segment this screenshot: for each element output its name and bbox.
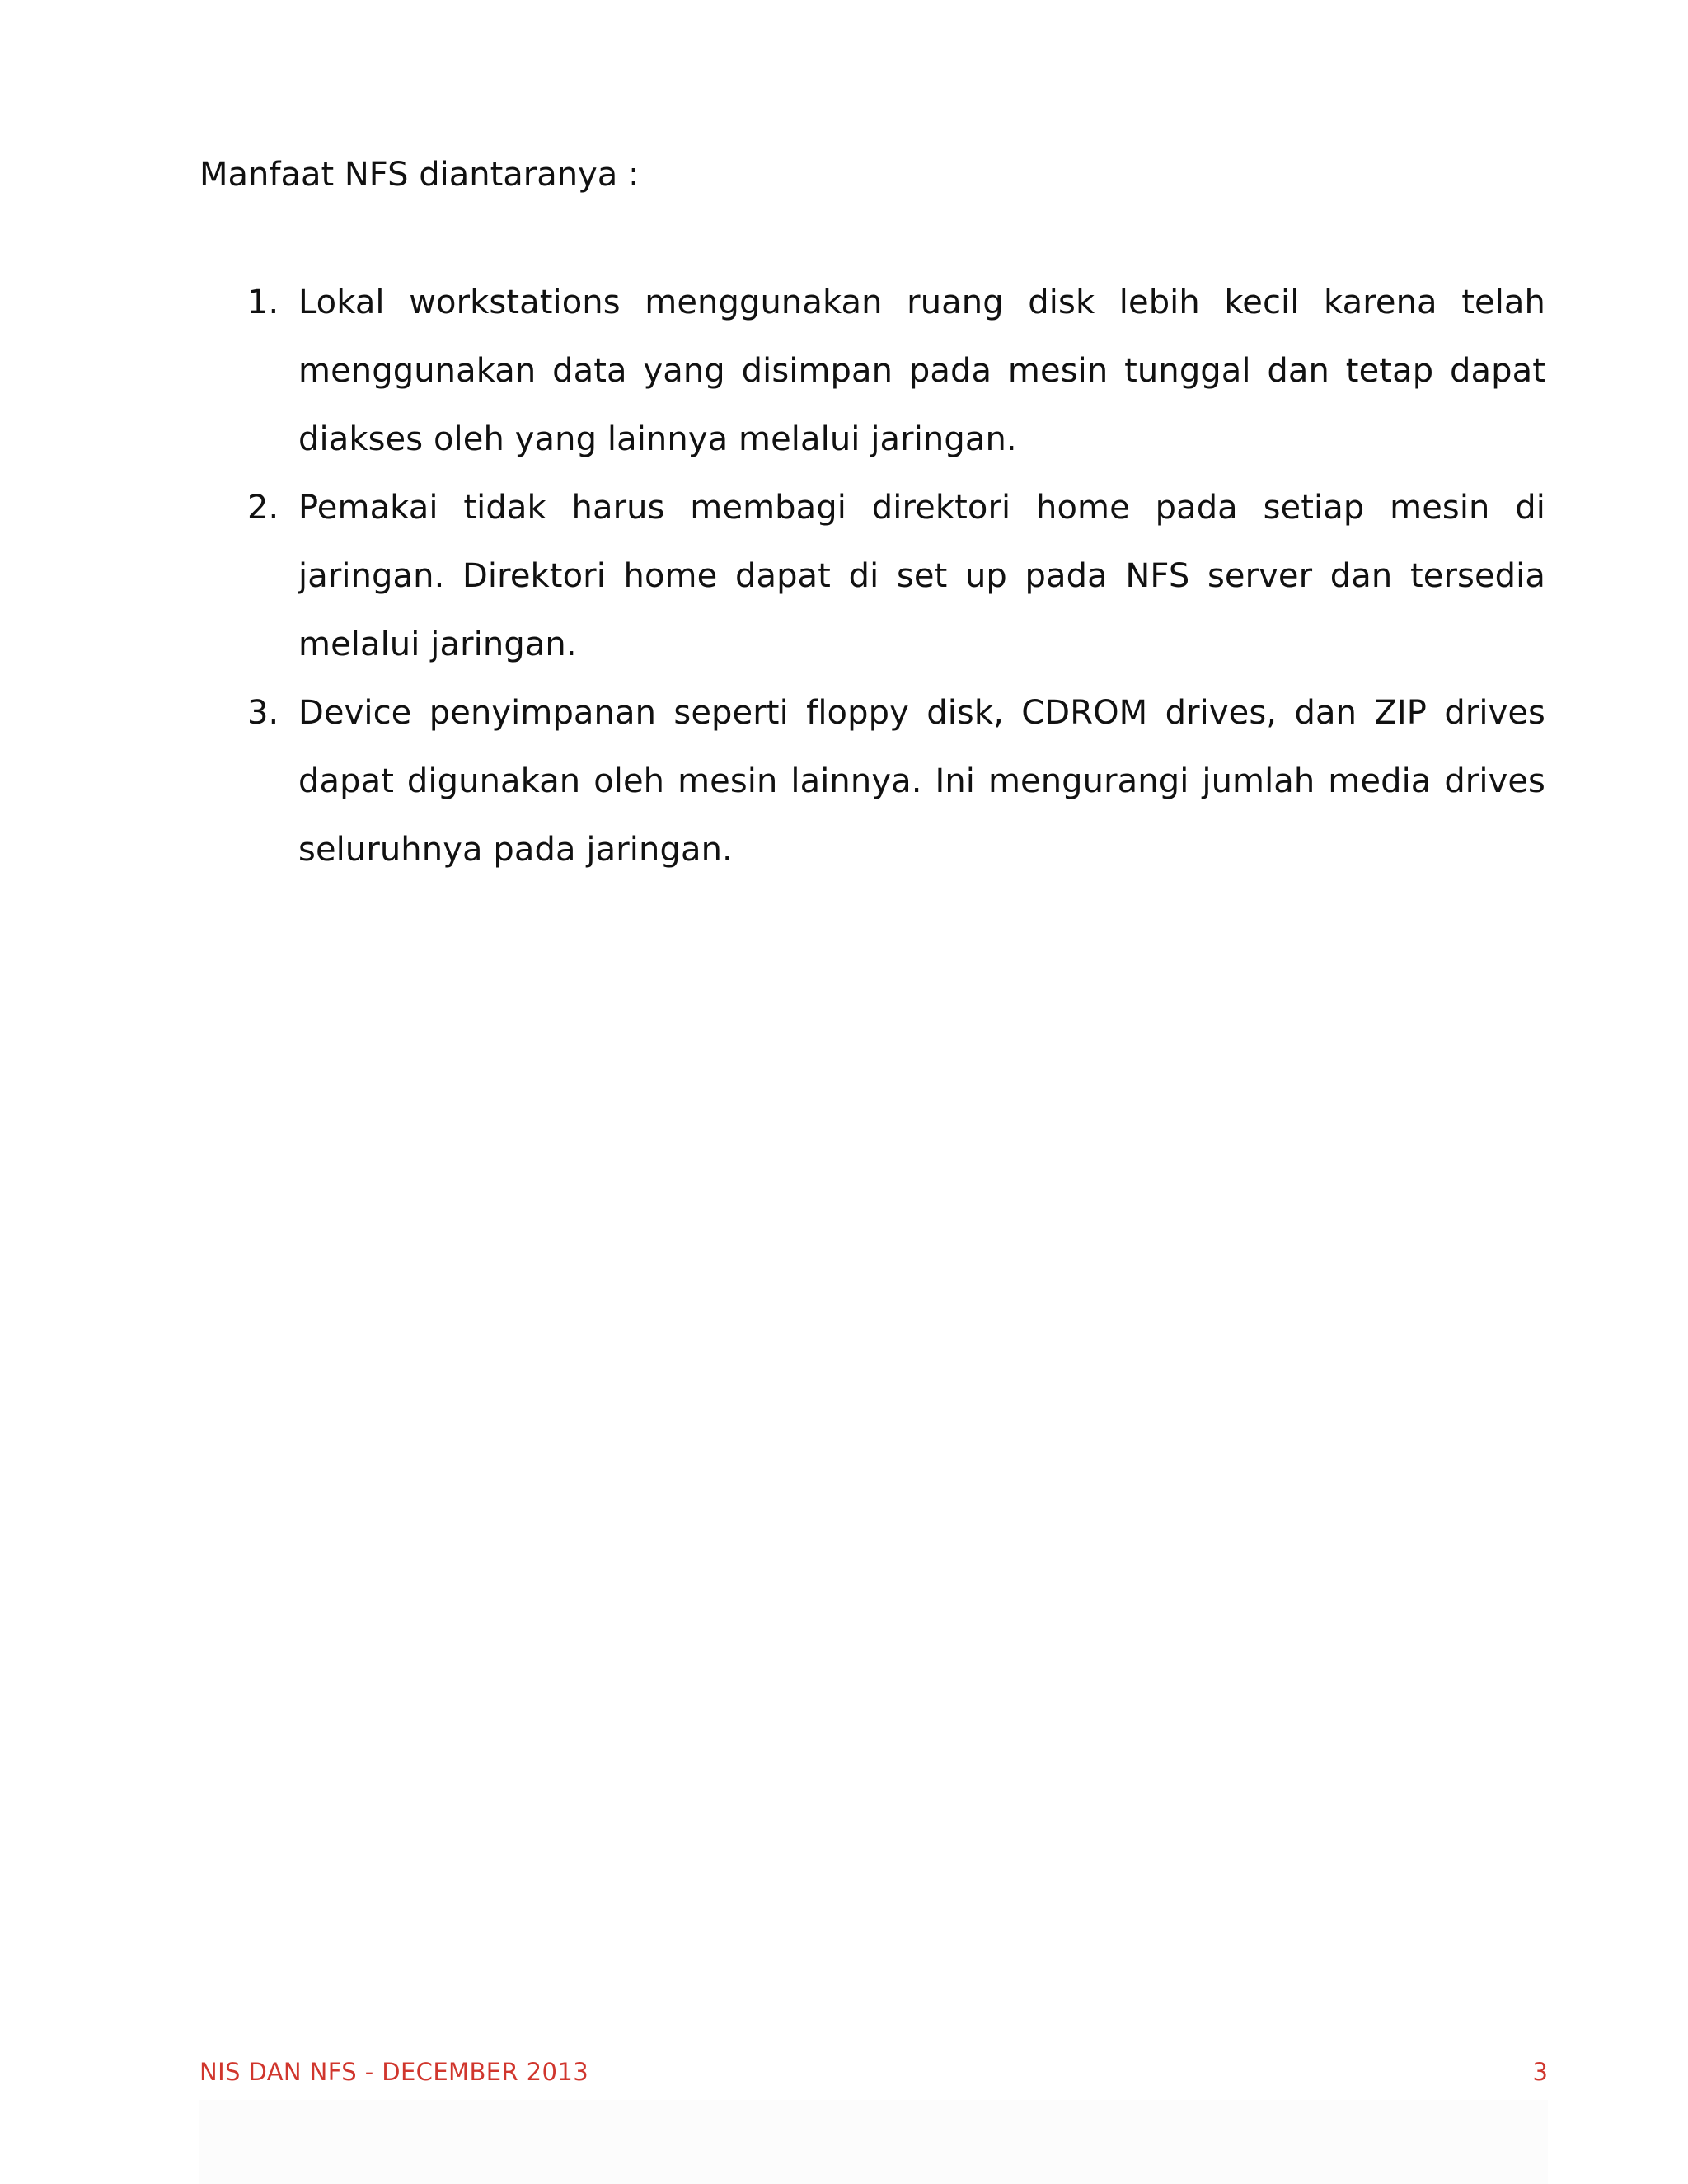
intro-paragraph: Manfaat NFS diantaranya : — [199, 156, 640, 194]
list-item — [247, 269, 1545, 474]
list-item-number: 1. — [247, 284, 279, 321]
list-item-text: Pemakai tidak harus membagi direktori home pada setiap mesin di jaringan. Direktori home dapat di set up pada NFS server dan tersedia melalui jaringan. — [298, 489, 1545, 663]
list-item-number: 2. — [247, 489, 279, 527]
benefits-list — [247, 269, 1545, 884]
list-item-number: 3. — [247, 694, 279, 732]
footer-title: NIS DAN NFS - DECEMBER 2013 — [199, 2058, 589, 2086]
list-item — [247, 679, 1545, 884]
page-number: 3 — [1532, 2058, 1548, 2086]
list-item-text: Lokal workstations menggunakan ruang disk lebih kecil karena telah menggunakan data yang disimpan pada mesin tunggal dan tetap dapat diakses oleh yang lainnya melalui jaringan. — [298, 284, 1545, 458]
footer-background-band — [199, 2100, 1548, 2184]
page-footer — [199, 2055, 1548, 2088]
list-item-text: Device penyimpanan seperti floppy disk, CDROM drives, dan ZIP drives dapat digunakan oleh mesin lainnya. Ini mengurangi jumlah media drives seluruhnya pada jaringan. — [298, 694, 1545, 869]
list-item — [247, 474, 1545, 679]
